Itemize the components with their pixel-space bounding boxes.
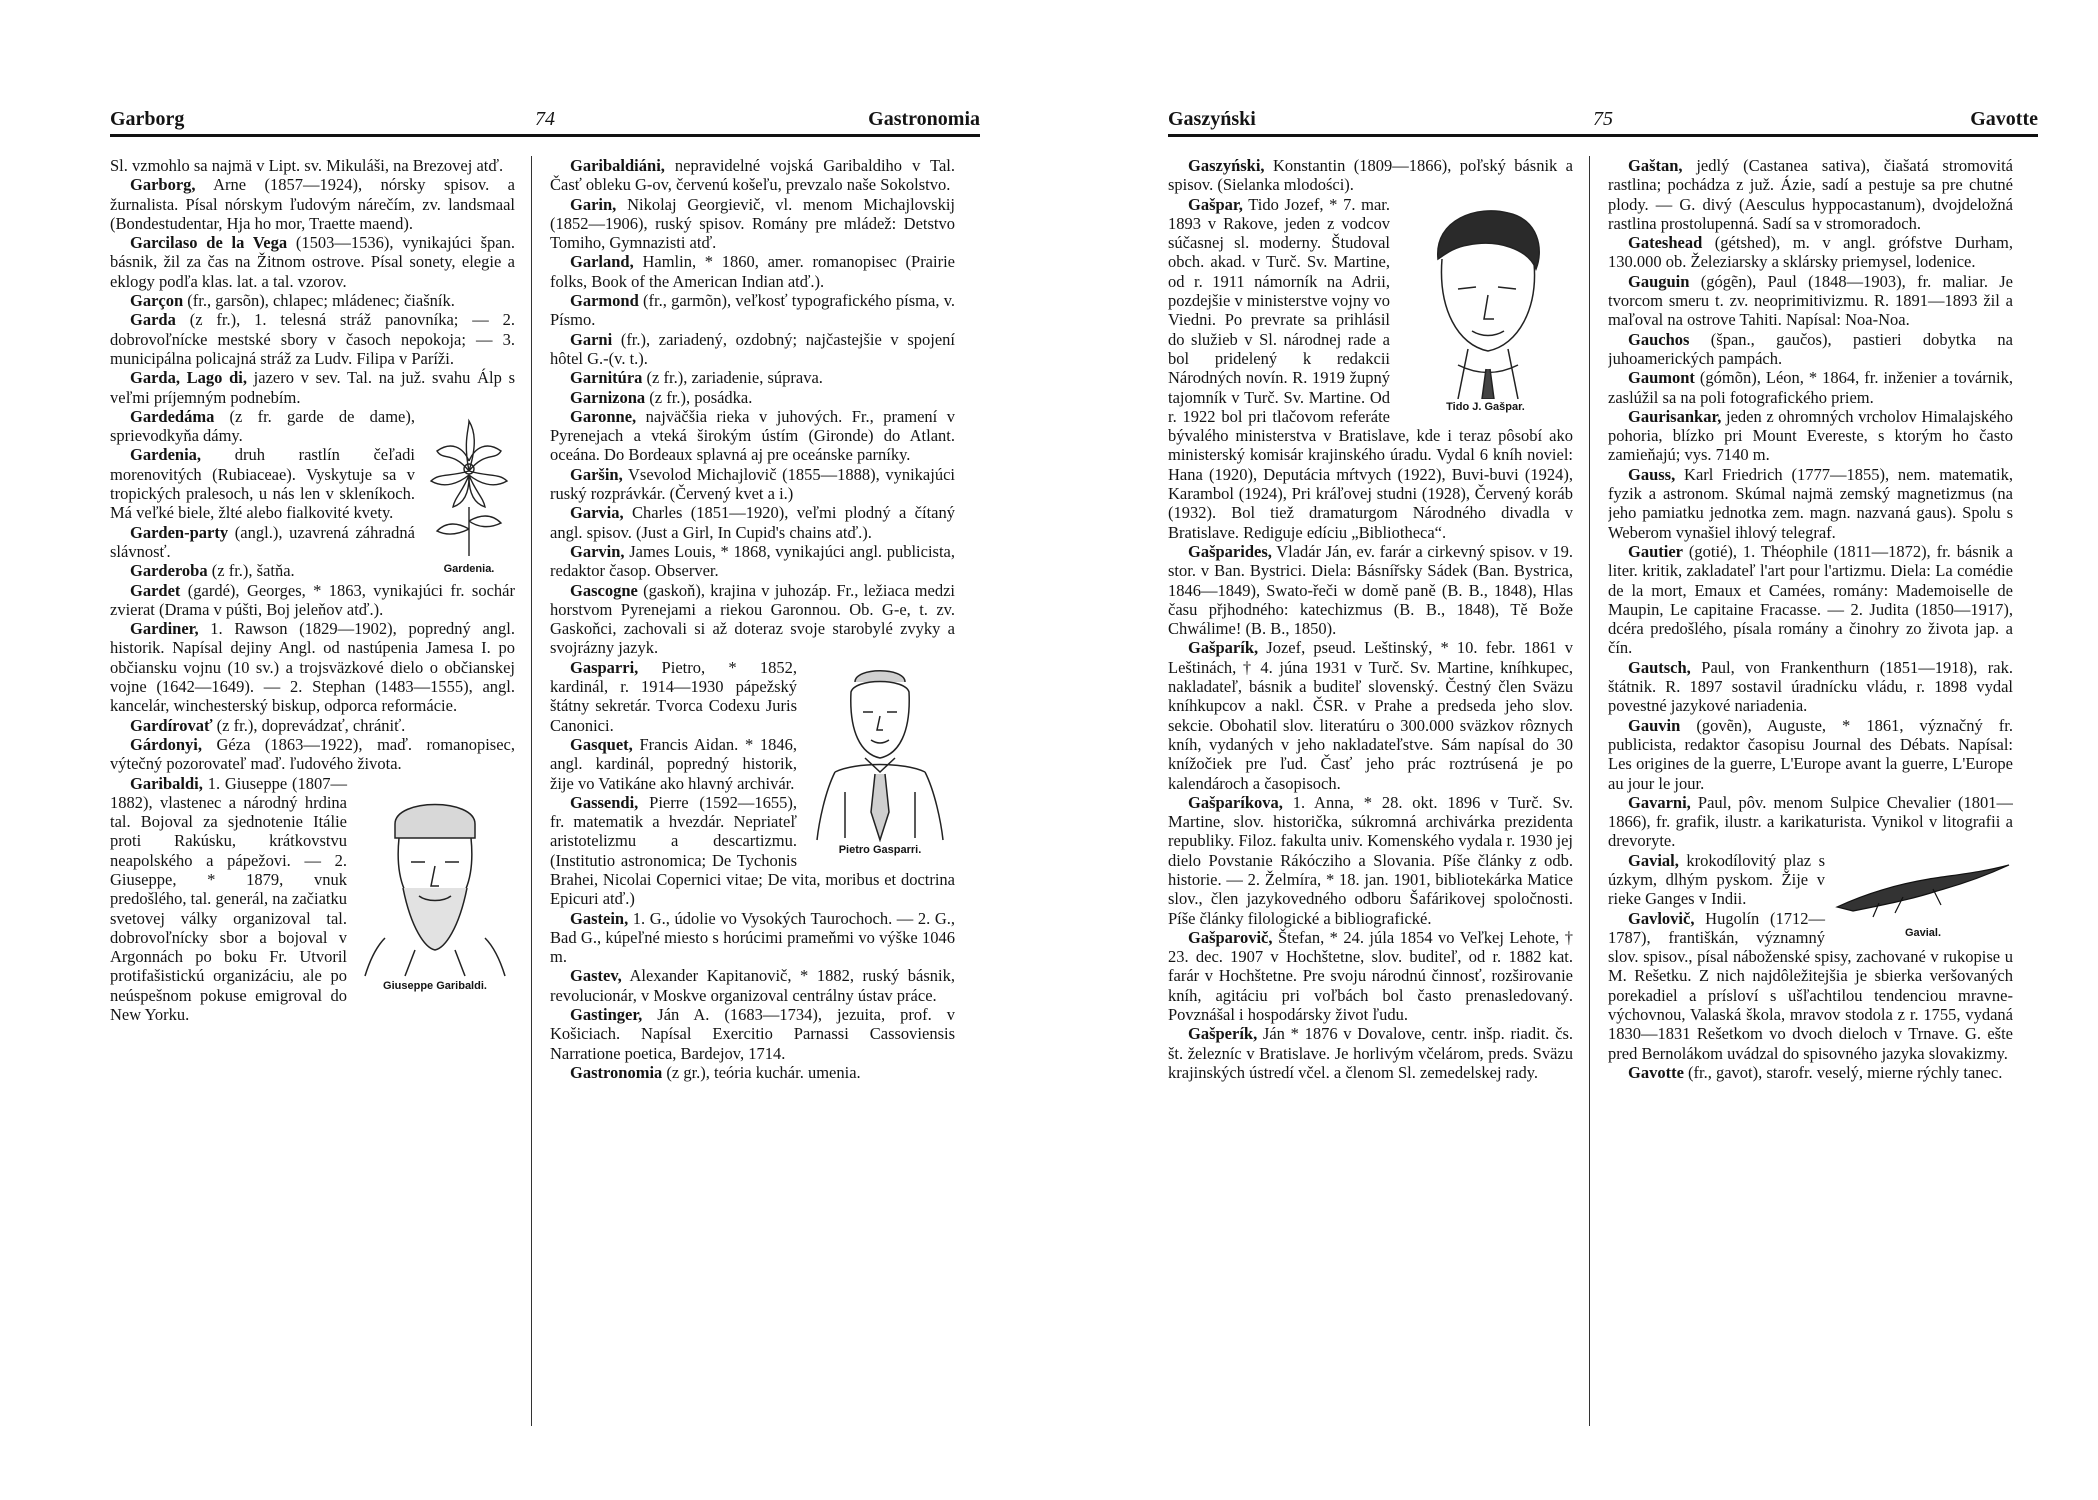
left-column-1: [110, 156, 515, 1426]
dictionary-entry: Gavarni, Paul, pôv. menom Sulpice Chevalier (1801—1866), fr. grafik, ilustr. a karikaturista. Vynikol v litografii a drevoryte.: [1608, 792, 2013, 851]
dictionary-entry: Gašperík, Ján * 1876 v Dovalove, centr. inšp. riadit. čs. št. železníc v Bratislave. Je horlivým včelárom, preds. Sväzu krajinských ústredí včel. a členom Sl. zemedelskej rady.: [1168, 1024, 1573, 1082]
gasparri-caption: Pietro Gasparri.: [838, 843, 922, 856]
gardenia-flower-drawing: [423, 411, 515, 561]
dictionary-entry: Gauguin (gógẽn), Paul (1848—1903), fr. maliar. Je tvorcom smeru t. zv. neoprimitivizmu. R. 1891—1893 žil a maľoval na ostrove Tahiti. Napísal: Noa-Noa.: [1608, 271, 2013, 330]
left-guide-word-last: Gastronomia: [868, 108, 980, 130]
right-column-1: [1168, 156, 1573, 1426]
dictionary-entry: Garda (z fr.), 1. telesná stráž panovníka; — 2. dobrovoľnícke mestské sbory v časoch nepokoja; — 3. municipálna policajná stráž za Ludv. Filipa v Paríži.: [110, 310, 515, 368]
gavial-illustration: [1833, 855, 2013, 939]
dictionary-entry: Gastein, 1. G., údolie vo Vysokých Taurochoch. — 2. G., Bad G., kúpeľné miesto s horúcimi prameňmi vo výške 1046 m.: [550, 908, 955, 967]
right-column-2: [1608, 156, 2013, 1426]
left-page-number: 74: [535, 108, 555, 130]
gardenia-illustration: [423, 411, 515, 575]
gasparri-portrait: [805, 662, 955, 856]
dictionary-entry: Gavlovič, Hugolín (1712—1787), františkán, významný slov. spisov., písal náboženské spisy, zachované v rukopise u M. Rešetku. Z nich najdôležitejšia je sbierka veršovaných porekadiel a prísloví s ušľachtilou tendenciou mravne-výchovnou, Valaská škola, mravov stodola z r. 1755, vydaná 1830—1831 Rešetkom vo dvoch dieloch v Trnave. G. ešte pred Bernolákom uvádzal do spisovného jazyka slovakizmy.: [1608, 908, 2013, 1063]
dictionary-entry: Gauvin (govẽn), Auguste, * 1861, význačný fr. publicista, redaktor časopisu Journal des Débats. Napísal: Les origines de la guerre, L'Europe avant la guerre, L'Europe au jour le jour.: [1608, 715, 2013, 793]
dictionary-entry: Gaumont (gómõn), Léon, * 1864, fr. inženier a továrnik, zaslúžil sa na poli fotografického priem.: [1608, 368, 2013, 407]
dictionary-entry: Gašparides, Vladár Ján, ev. farár a cirkevný spisov. v 19. stor. v Ban. Bystrici. Diela: Básnířsky Sádek (Ban. Bystrica, 1846—1849), Swato-řeči w domě paně (B. B., 1848), Hlas času přjhodného: katechizmus (B. B., 1848), Tě Bože Chwálime! (B. B., 1850).: [1168, 541, 1573, 639]
dictionary-entry: Gaurisankar, jeden z ohromných vrcholov Himalajského pohoria, blízko pri Mount Evereste, s ktorým ho často zamieňajú; vys. 7140 m.: [1608, 406, 2013, 465]
dictionary-entry: Gateshead (gétshed), m. v angl. grófstve Durham, 130.000 ob. Železiarsky a sklársky priemysel, lodenice.: [1608, 233, 2013, 272]
left-column-divider: [531, 156, 532, 1426]
dictionary-entry: Gastinger, Ján A. (1683—1734), jezuita, prof. v Košiciach. Napísal Exercitio Parnassi Cassoviensis Narratione poetica, Bardejov, 1714.: [550, 1005, 955, 1063]
gavial-caption: Gavial.: [1904, 926, 1942, 939]
right-page: [1168, 100, 2038, 1430]
dictionary-entry: Garni (fr.), zariadený, ozdobný; najčastejšie v spojení hôtel G.-(v. t.).: [550, 329, 955, 368]
dictionary-entry: Gauchos (špan., gaučos), pastieri dobytka na juhoamerických pampách.: [1608, 329, 2013, 368]
dictionary-entry: Gasparri, Pietro, * 1852, kardinál, r. 1914—1930 pápežský štátny sekretár. Tvorca Codexu Juris Canonici.: [550, 657, 797, 735]
left-page-header: [110, 100, 980, 137]
gardenia-caption: Gardenia.: [443, 562, 495, 575]
dictionary-entry: Gavotte (fr., gavot), starofr. veselý, mierne rýchly tanec.: [1628, 1062, 2003, 1082]
garibaldi-portrait: [355, 778, 515, 992]
dictionary-entry: Gavial, krokodílovitý plaz s úzkym, dlhým pyskom. Žije v rieke Ganges v Indii.: [1608, 850, 1825, 909]
dictionary-entry: Gardet (gardé), Georges, * 1863, vynikajúci fr. sochár zvierat (Drama v púšti, Boj jeleňov atď.).: [110, 580, 515, 619]
dictionary-entry: Garin, Nikolaj Georgievič, vl. menom Michajlovskij (1852—1906), ruský spisov. Romány pre mládež: Detstvo Tomiho, Gymnazisti atď.: [550, 194, 955, 253]
dictionary-entry: Gauss, Karl Friedrich (1777—1855), nem. matematik, fyzik a astronom. Skúmal najmä zemský magnetizmus (na jeho pamiatku jednotka zem. magn. nazvaná gaus). Spolu s Weberom vynašiel ihlový telegraf.: [1608, 464, 2013, 542]
dictionary-entry: Garvin, James Louis, * 1868, vynikajúci angl. publicista, redaktor časop. Observer.: [550, 541, 955, 581]
dictionary-entry: Gardiner, 1. Rawson (1829—1902), popredný angl. historik. Napísal dejiny Angl. od nastúpenia Jamesa I. po občiansku vojnu (10 sv.) a trojsväzkové dielo o občianskej vojne (1642—1649). — 2. Stephan (1483—1555), angl. kancelár, winchesterský biskup, odporca reformácie.: [110, 619, 515, 716]
dictionary-entry: Garda, Lago di, jazero v sev. Tal. na juž. svahu Álp s veľmi príjemným podnebím.: [110, 368, 515, 407]
left-page: [110, 100, 980, 1430]
dictionary-entry: Garcilaso de la Vega (1503—1536), vynikajúci špan. básnik, žil za čas na Žitnom ostrove. Písal sonety, elegie a eklogy podľa klas. lat. a tal. vzorov.: [110, 233, 515, 291]
dictionary-entry: Gasquet, Francis Aidan. * 1846, angl. kardinál, popredný historik, žije vo Vatikáne ako hlavný archivár.: [550, 734, 797, 793]
dictionary-entry: Gašparíkova, 1. Anna, * 28. okt. 1896 v Turč. Sv. Martine, slov. historička, súkromná archivárka prezidenta republiky. Filoz. fakulta univ. Komenského vydala r. 1930 jej dielo Povstanie Rákócziho a Slovania. Píše články z odb. historie. — 2. Želmíra, * 18. jan. 1901, bibliotekárka Matice slov., člen jazykovedného odboru Šafárikovej spoločnosti. Píše články filologické a bibliografické.: [1168, 792, 1573, 928]
dictionary-entry: Garonne, najväčšia rieka v juhových. Fr., pramení v Pyrenejach a vteká širokým ústím (Gironde) do Atlant. oceána. Do Bordeaux splavná aj pre oceánske parníky.: [550, 406, 955, 465]
dictionary-entry: Gaštan, jedlý (Castanea sativa), čiašatá stromovitá rastlina; pochádza z juž. Ázie, sadí a pestuje sa pre chutné plody. — G. divý (Aesculus hyppocastanum), dvojdeložná rastlina prostolupenná. Sadí sa v stromoradoch.: [1608, 156, 2013, 233]
dictionary-entry: Gárdonyi, Géza (1863—1922), maď. romanopisec, výtečný pozorovateľ maď. ľudového života.: [110, 734, 515, 774]
dictionary-entry: Gassendi, Pierre (1592—1655), fr. matematik a hvezdár. Nepriateľ aristotelizmu a descartizmu. (Institutio astronomica; De Tychonis Brahei, Nicolai Copernici vitae; De vita, moribus et doctrina Epicuri atď.): [550, 792, 955, 909]
dictionary-entry: Gastev, Alexander Kapitanovič, * 1882, ruský básnik, revolucionár, v Moskve organizoval centrálny ústav práce.: [550, 966, 955, 1005]
dictionary-entry: Garšin, Vsevolod Michajlovič (1855—1888), vynikajúci ruský rozprávkár. (Červený kvet a i.): [550, 464, 955, 504]
dictionary-entry: Garvia, Charles (1851—1920), veľmi plodný a čítaný angl. spisov. (Just a Girl, In Cupid's chains atď.).: [550, 503, 955, 542]
dictionary-entry: Garden-party (angl.), uzavrená záhradná slávnosť.: [110, 522, 415, 561]
dictionary-entry: Garderoba (z fr.), šatňa.: [130, 561, 295, 581]
dictionary-entry: Garibaldiáni, nepravidelné vojská Garibaldiho v Tal. Časť obleku G-ov, červenú košeľu, prevzalo naše Sokolstvo.: [550, 156, 955, 195]
dictionary-entry: Gašpar, Tido Jozef, * 7. mar. 1893 v Rakove, jeden z vodcov súčasnej sl. moderny. Študoval obch. akad. v Turč. Sv. Martine, od r. 1911 námorník na Adrii, pozdejšie v ministerstve vojny vo Viedni. Po prevrate sa prihlásil do služieb v Sl. národnej rade a bol pridelený k redakcii Národných novín. R. 1919 župný tajomník v Turč. Sv. Martine. Od r. 1922 bol pri tlačovom referáte bývalého ministerstva v Bratislave, kde i teraz pôsobí ako ministerský komisár krajinského úradu. Vydal 6 kníh noviel: Hana (1920), Deputácia mŕtvych (1922), Buvi-buvi (1924), Karambol (1924), Pri kráľovej studni (1928), Červený koráb (1932). Bol tiež dramaturgom Národného divadla v Bratislave. Rediguje edíciu „Bibliotheca“.: [1168, 194, 1573, 542]
dictionary-entry: Gascogne (gaskoň), krajina v juhozáp. Fr., ležiaca medzi horstvom Pyrenejami a riekou Garonnou. Ob. G-e, t. zv. Gaskoňci, zachovali si až doteraz svoje starobylé zvyky a svojrázny jazyk.: [550, 580, 955, 658]
dictionary-entry: Gašparík, Jozef, pseud. Leštinský, * 10. febr. 1861 v Leštinách, † 4. júna 1931 v Turč. Sv. Martine, kníhkupec, nakladateľ, básnik a buditeľ slovenský. Čestný člen Sväzu kníhkupcov a nakl. ČSR. v Prahe a predseda jeho slov. sekcie. Obohatil slov. literatúru o 300.000 sväzkov rôznych kníh, vydaných v jeho nakladateľstve. Sám napísal do 30 knížočiek pre ľud. Časť jeho prác roztrúsená je po kalendároch a časopisoch.: [1168, 638, 1573, 793]
right-page-number: 75: [1593, 108, 1613, 130]
right-guide-word-last: Gavotte: [1970, 108, 2038, 130]
gasparri-portrait-drawing: [805, 662, 955, 842]
left-column-2: [550, 156, 955, 1426]
dictionary-entry: Garmond (fr., garmõn), veľkosť typografického písma, v. Písmo.: [550, 291, 955, 330]
gaspar-portrait-drawing: [1398, 199, 1573, 399]
garibaldi-caption: Giuseppe Garibaldi.: [383, 979, 487, 992]
right-column-divider: [1589, 156, 1590, 1426]
gaspar-caption: Tido J. Gašpar.: [1446, 400, 1525, 413]
dictionary-entry: Gastronomia (z gr.), teória kuchár. umenia.: [570, 1062, 861, 1082]
garibaldi-portrait-drawing: [355, 778, 515, 978]
dictionary-entry: Garland, Hamlin, * 1860, amer. romanopisec (Prairie folks, Book of the American Indian atď.).: [550, 252, 955, 291]
dictionary-entry: Gardedáma (z fr. garde de dame), sprievodkyňa dámy.: [110, 406, 415, 446]
dictionary-entry: Garnizona (z fr.), posádka.: [570, 387, 753, 407]
dictionary-entry: Garborg, Arne (1857—1924), nórsky spisov. a žurnalista. Písal nórskym ľudovým nárečím, zv. landsmaal (Bondestudentar, Hja ho mor, Traette maend).: [110, 175, 515, 233]
dictionary-entry: Gautsch, Paul, von Frankenthurn (1851—1918), rak. štátnik. R. 1897 sostavil úradnícku vládu, r. 1898 vydal povestné jazykové nariadenia.: [1608, 657, 2013, 716]
gaspar-portrait: [1398, 199, 1573, 413]
dictionary-entry: Gardenia, druh rastlín čeľadi morenovitých (Rubiaceae). Vyskytuje sa v tropických pralesoch, u nás len v skleníkoch. Má veľké biele, žlté alebo fialkovité kvety.: [110, 445, 415, 523]
dictionary-entry: Gardírovať (z fr.), doprevádzať, chrániť.: [130, 715, 406, 735]
dictionary-entry: Garnitúra (z fr.), zariadenie, súprava.: [570, 368, 823, 388]
gavial-drawing: [1833, 855, 2013, 925]
dictionary-entry: Gautier (gotié), 1. Théophile (1811—1872), fr. básnik a liter. kritik, zakladateľ l'art pour l'artizmu. Diela: La comédie de la mort, Emaux et Camées, romány: Mademoiselle de Maupin, Le capitaine Fracasse. — 2. Judita (1850—1917), dcéra predošlého, písala romány a činohry zo života jap. a čín.: [1608, 541, 2013, 658]
dictionary-entry: Sl. vzmohlo sa najmä v Lipt. sv. Mikuláši, na Brezovej atď.: [110, 156, 504, 175]
dictionary-entry: Garçon (fr., garsõn), chlapec; mládenec; čiašník.: [130, 291, 455, 311]
left-guide-word-first: Garborg: [110, 108, 185, 130]
right-page-header: [1168, 100, 2038, 137]
dictionary-entry: Garibaldi, 1. Giuseppe (1807—1882), vlastenec a národný hrdina tal. Bojoval za sjednotenie Itálie proti Rakúsku, krátkovstvu neapolského a pápežovi. — 2. Giuseppe, * 1879, vnuk predošlého, tal. generál, na začiatku svetovej války organizoval tal. dobrovoľnícky sbor a bojoval v Argonnách po boku Fr. Utvoril protifašistickú organizáciu, ale po neúspešnom pokuse emigroval do New Yorku.: [110, 773, 347, 1025]
dictionary-entry: Gaszyński, Konstantin (1809—1866), poľský básnik a spisov. (Sielanka mlodości).: [1168, 156, 1573, 195]
right-guide-word-first: Gaszyński: [1168, 108, 1256, 130]
dictionary-entry: Gašparovič, Štefan, * 24. júla 1854 vo Veľkej Lehote, † 23. dec. 1907 v Hochštetne, slov. buditeľ, od r. 1882 kat. farár v Hochštetne. Pre svoju národnú činnosť, rozširovanie kníh, agitáciu pri voľbách bol často prenasledovaný. Povznášal i hospodársky život ľudu.: [1168, 927, 1573, 1025]
